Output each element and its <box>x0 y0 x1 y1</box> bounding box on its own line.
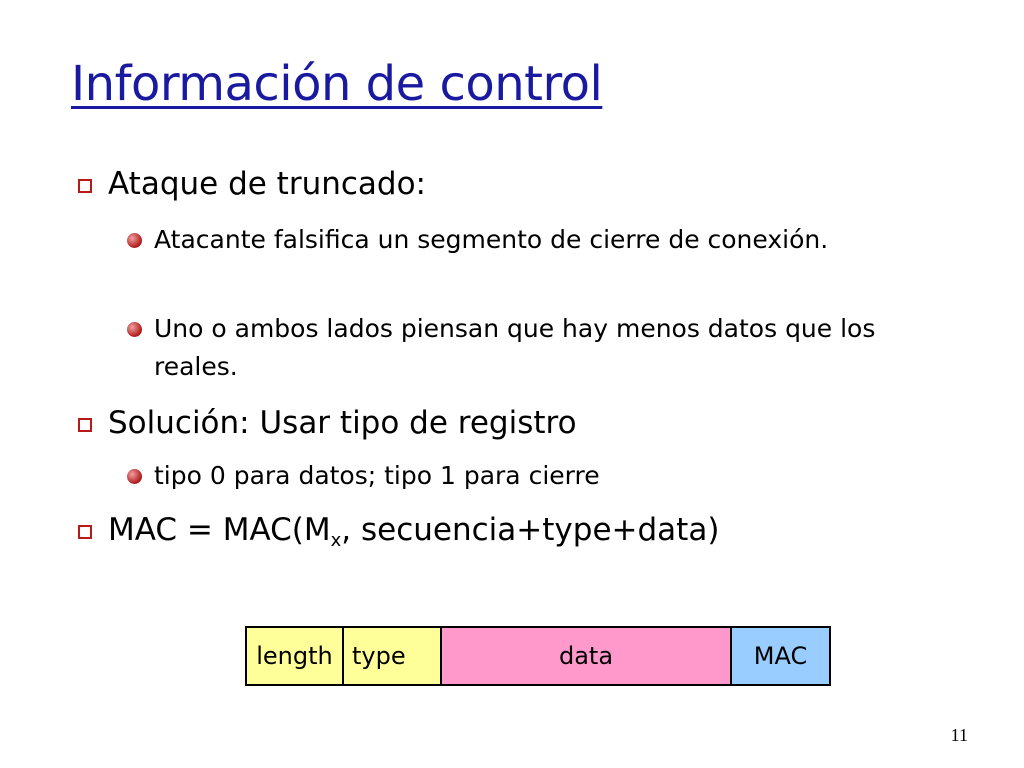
record-field-type: type <box>344 628 442 684</box>
formula-prefix: MAC = MAC(M <box>108 512 331 548</box>
page-number: 11 <box>950 725 968 745</box>
mac-formula <box>108 512 719 551</box>
record-field-mac: MAC <box>732 628 829 684</box>
formula-subscript: x <box>330 530 342 551</box>
round-bullet-icon <box>127 322 142 337</box>
square-bullet-icon <box>78 179 92 193</box>
formula-suffix: , secuencia+type+data) <box>341 512 720 548</box>
subbullet-text: Atacante falsifica un segmento de cierre de conexión. <box>154 225 829 254</box>
square-bullet-icon <box>78 525 92 539</box>
bullet-text: Ataque de truncado: <box>108 166 426 202</box>
record-format-diagram <box>245 626 831 686</box>
subbullet-text: Uno o ambos lados piensan que hay menos datos que los reales. <box>154 314 876 381</box>
square-bullet-icon <box>78 418 92 432</box>
round-bullet-icon <box>127 233 142 248</box>
round-bullet-icon <box>127 469 142 484</box>
bullet-text: Solución: Usar tipo de registro <box>108 405 577 441</box>
slide-title: Información de control <box>71 56 603 112</box>
record-field-data: data <box>442 628 732 684</box>
record-field-length: length <box>247 628 344 684</box>
subbullet-text: tipo 0 para datos; tipo 1 para cierre <box>154 461 600 490</box>
